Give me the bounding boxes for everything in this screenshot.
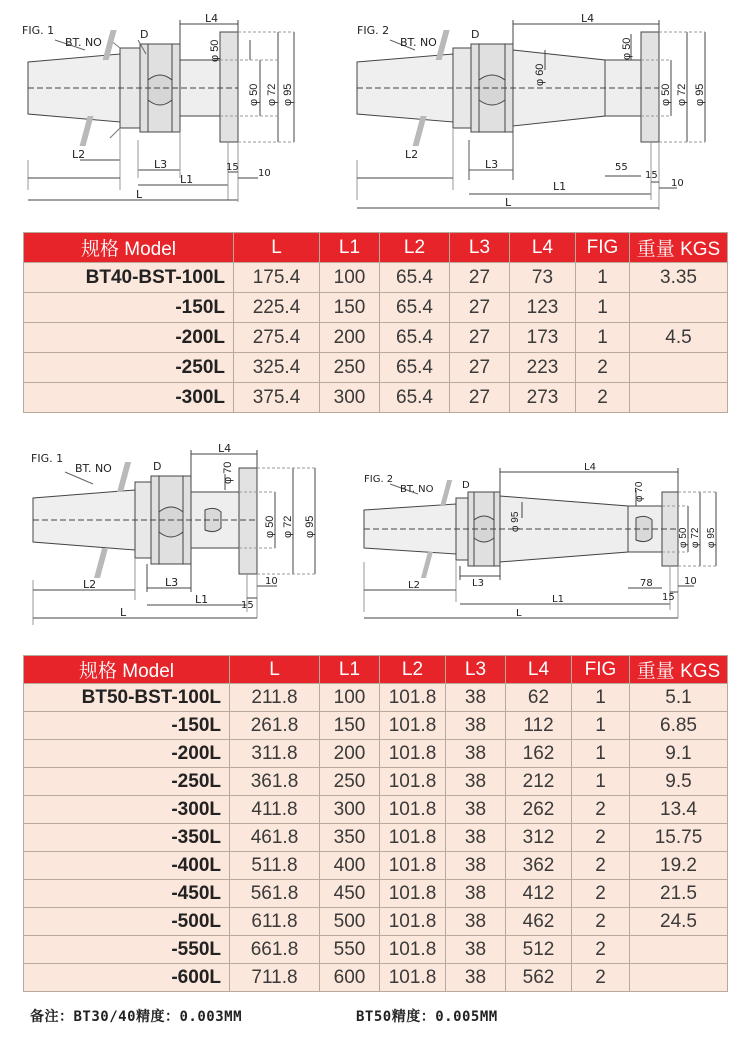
cell-l2: 101.8 (380, 824, 446, 852)
cell-model: -250L (24, 768, 230, 796)
cell-model: -550L (24, 936, 230, 964)
cell-l1: 450 (320, 880, 380, 908)
header-l2: L2 (380, 233, 450, 263)
dim-15-label: 15 (645, 170, 658, 181)
l2-label: L2 (72, 148, 86, 161)
phi95-label: φ 95 (694, 83, 706, 106)
cell-weight: 9.1 (630, 740, 728, 768)
header-l1: L1 (320, 656, 380, 684)
cell-l1: 550 (320, 936, 380, 964)
cell-model: -300L (24, 383, 234, 413)
drawing-top-fig2-svg (355, 10, 725, 215)
cell-l1: 500 (320, 908, 380, 936)
cell-model: -400L (24, 852, 230, 880)
table-row (24, 796, 728, 824)
header-l3: L3 (446, 656, 506, 684)
l4-label: L4 (205, 12, 219, 25)
cell-l2: 101.8 (380, 908, 446, 936)
cell-l2: 65.4 (380, 383, 450, 413)
cell-l2: 101.8 (380, 852, 446, 880)
cell-l1: 150 (320, 293, 380, 323)
note-bt3040: BT30/40精度：0.003MM (73, 1009, 243, 1025)
spec-table-bt50 (23, 655, 728, 992)
cell-fig: 2 (572, 880, 630, 908)
cell-weight: 6.85 (630, 712, 728, 740)
header-l2: L2 (380, 656, 446, 684)
phi70-label: φ 70 (634, 481, 645, 502)
cell-l4: 562 (506, 964, 572, 992)
bt-no-label: BT. NO (400, 484, 434, 495)
l-label: L (516, 608, 522, 619)
header-l1: L1 (320, 233, 380, 263)
header-l4: L4 (510, 233, 576, 263)
l4-label: L4 (218, 442, 232, 455)
phi95-label: φ 95 (304, 515, 316, 538)
header-fig: FIG (572, 656, 630, 684)
table-row (24, 712, 728, 740)
cell-l3: 38 (446, 964, 506, 992)
cell-l3: 38 (446, 824, 506, 852)
l4-label: L4 (581, 12, 595, 25)
l1-label: L1 (552, 594, 564, 605)
header-weight: 重量 KGS (630, 656, 728, 684)
cell-l2: 65.4 (380, 263, 450, 293)
cell-model: BT40-BST-100L (24, 263, 234, 293)
cell-l1: 250 (320, 768, 380, 796)
cell-l4: 223 (510, 353, 576, 383)
cell-l: 275.4 (234, 323, 320, 353)
dim-15-label: 15 (226, 162, 239, 173)
cell-l: 211.8 (230, 684, 320, 712)
header-weight: 重量 KGS (630, 233, 728, 263)
cell-l2: 101.8 (380, 768, 446, 796)
phi72-label: φ 72 (690, 527, 701, 548)
fig-label: FIG. 2 (364, 474, 394, 485)
cell-l4: 162 (506, 740, 572, 768)
cell-model: -500L (24, 908, 230, 936)
cell-l3: 38 (446, 740, 506, 768)
phi95-label: φ 95 (706, 527, 717, 548)
cell-l3: 38 (446, 852, 506, 880)
cell-l4: 112 (506, 712, 572, 740)
d-label: D (153, 460, 162, 473)
table-row (24, 323, 728, 353)
cell-l3: 27 (450, 353, 510, 383)
cell-fig: 2 (572, 908, 630, 936)
table-row (24, 263, 728, 293)
header-l: L (230, 656, 320, 684)
note-label: 备注： (30, 1009, 74, 1025)
cell-weight: 3.35 (630, 263, 728, 293)
cell-weight: 24.5 (630, 908, 728, 936)
cell-l: 411.8 (230, 796, 320, 824)
dim-15-label: 15 (241, 600, 254, 611)
cell-fig: 1 (572, 740, 630, 768)
dim-55-label: 55 (615, 162, 628, 173)
cell-l4: 362 (506, 852, 572, 880)
fig-label: FIG. 2 (357, 24, 390, 37)
phi95-label: φ 95 (282, 83, 294, 106)
cell-l: 375.4 (234, 383, 320, 413)
cell-weight: 5.1 (630, 684, 728, 712)
table-row (24, 824, 728, 852)
cell-l: 511.8 (230, 852, 320, 880)
cell-l2: 101.8 (380, 880, 446, 908)
l3-label: L3 (485, 158, 499, 171)
cell-l2: 65.4 (380, 353, 450, 383)
phi50-label: φ 50 (264, 515, 276, 538)
l-label: L (120, 606, 127, 619)
cell-weight: 15.75 (630, 824, 728, 852)
header-model: 规格 Model (24, 656, 230, 684)
header-fig: FIG (576, 233, 630, 263)
table-row (24, 740, 728, 768)
cell-weight (630, 383, 728, 413)
cell-weight: 21.5 (630, 880, 728, 908)
cell-model: -200L (24, 740, 230, 768)
dim-10-label: 10 (671, 178, 684, 189)
cell-l3: 38 (446, 768, 506, 796)
cell-fig: 1 (572, 768, 630, 796)
cell-l3: 38 (446, 908, 506, 936)
cell-fig: 2 (576, 353, 630, 383)
dim-10-label: 10 (265, 576, 278, 587)
cell-weight: 13.4 (630, 796, 728, 824)
cell-l3: 27 (450, 293, 510, 323)
l1-label: L1 (553, 180, 567, 193)
l2-label: L2 (405, 148, 419, 161)
l3-label: L3 (154, 158, 168, 171)
d-label: D (140, 28, 149, 41)
l2-label: L2 (408, 580, 420, 591)
table-row (24, 936, 728, 964)
drawing-top-fig2 (355, 10, 725, 215)
phi50-top-label: φ 50 (621, 37, 633, 60)
cell-fig: 2 (572, 796, 630, 824)
table-row (24, 684, 728, 712)
cell-l1: 100 (320, 263, 380, 293)
header-model: 规格 Model (24, 233, 234, 263)
cell-model: -200L (24, 323, 234, 353)
l3-label: L3 (165, 576, 179, 589)
cell-l4: 212 (506, 768, 572, 796)
drawing-bot-fig2-svg (360, 462, 730, 632)
header-l: L (234, 233, 320, 263)
cell-l: 661.8 (230, 936, 320, 964)
cell-model: -350L (24, 824, 230, 852)
precision-note-bt50 (356, 1006, 498, 1026)
cell-l1: 200 (320, 740, 380, 768)
table-row (24, 880, 728, 908)
cell-l4: 412 (506, 880, 572, 908)
cell-l4: 462 (506, 908, 572, 936)
cell-l4: 173 (510, 323, 576, 353)
phi50-label: φ 50 (660, 83, 672, 106)
drawing-bot-fig1 (25, 440, 345, 630)
cell-l3: 38 (446, 880, 506, 908)
cell-l1: 250 (320, 353, 380, 383)
fig-label: FIG. 1 (22, 24, 55, 37)
phi50-label: φ 50 (248, 83, 260, 106)
cell-l: 225.4 (234, 293, 320, 323)
cell-l2: 101.8 (380, 684, 446, 712)
cell-l1: 350 (320, 824, 380, 852)
table-row (24, 383, 728, 413)
l-label: L (136, 188, 143, 201)
cell-fig: 1 (576, 263, 630, 293)
cell-weight (630, 353, 728, 383)
cell-l2: 101.8 (380, 964, 446, 992)
cell-l2: 101.8 (380, 712, 446, 740)
cell-l: 325.4 (234, 353, 320, 383)
cell-l: 261.8 (230, 712, 320, 740)
cell-l3: 27 (450, 383, 510, 413)
table-row (24, 908, 728, 936)
cell-model: -150L (24, 712, 230, 740)
cell-l2: 65.4 (380, 323, 450, 353)
drawing-bot-fig2 (360, 462, 730, 632)
l3-label: L3 (472, 578, 484, 589)
cell-weight (630, 964, 728, 992)
phi72-label: φ 72 (676, 83, 688, 106)
cell-l1: 200 (320, 323, 380, 353)
cell-l4: 123 (510, 293, 576, 323)
cell-fig: 1 (572, 684, 630, 712)
cell-l: 361.8 (230, 768, 320, 796)
cell-fig: 1 (576, 293, 630, 323)
table-header-row (24, 656, 728, 684)
drawing-bot-fig1-svg (25, 440, 345, 630)
dim-10-label: 10 (684, 576, 697, 587)
cell-l3: 38 (446, 796, 506, 824)
d-label: D (471, 28, 480, 41)
drawing-top-fig1 (20, 10, 340, 215)
fig-label: FIG. 1 (31, 452, 64, 465)
table-row (24, 852, 728, 880)
cell-weight: 4.5 (630, 323, 728, 353)
cell-l3: 38 (446, 712, 506, 740)
header-l3: L3 (450, 233, 510, 263)
d-label: D (462, 480, 470, 491)
dim-78-label: 78 (640, 578, 653, 589)
cell-l2: 101.8 (380, 936, 446, 964)
cell-l: 175.4 (234, 263, 320, 293)
bt-no-label: BT. NO (75, 462, 112, 475)
note-bt50: BT50精度：0.005MM (356, 1009, 498, 1025)
cell-weight (630, 936, 728, 964)
l2-label: L2 (83, 578, 97, 591)
cell-l1: 300 (320, 383, 380, 413)
cell-l4: 312 (506, 824, 572, 852)
table-row (24, 293, 728, 323)
phi70-label: φ 70 (222, 461, 234, 484)
l1-label: L1 (195, 593, 209, 606)
cell-fig: 1 (572, 712, 630, 740)
cell-l4: 262 (506, 796, 572, 824)
cell-fig: 2 (576, 383, 630, 413)
cell-l: 461.8 (230, 824, 320, 852)
cell-l2: 65.4 (380, 293, 450, 323)
cell-l4: 512 (506, 936, 572, 964)
cell-model: -450L (24, 880, 230, 908)
table-header-row (24, 233, 728, 263)
cell-l4: 73 (510, 263, 576, 293)
cell-l: 561.8 (230, 880, 320, 908)
cell-l1: 400 (320, 852, 380, 880)
precision-note (30, 1006, 242, 1026)
cell-fig: 2 (572, 964, 630, 992)
cell-weight: 9.5 (630, 768, 728, 796)
cell-l3: 38 (446, 684, 506, 712)
cell-model: BT50-BST-100L (24, 684, 230, 712)
dim-10-label: 10 (258, 168, 271, 179)
cell-l: 311.8 (230, 740, 320, 768)
cell-model: -150L (24, 293, 234, 323)
cell-l3: 27 (450, 323, 510, 353)
cell-fig: 2 (572, 824, 630, 852)
table-row (24, 353, 728, 383)
cell-l1: 300 (320, 796, 380, 824)
cell-weight: 19.2 (630, 852, 728, 880)
cell-l2: 101.8 (380, 796, 446, 824)
cell-l: 611.8 (230, 908, 320, 936)
phi95-small-label: φ 95 (510, 511, 521, 532)
drawing-top-fig1-svg (20, 10, 340, 215)
cell-fig: 2 (572, 852, 630, 880)
cell-weight (630, 293, 728, 323)
header-l4: L4 (506, 656, 572, 684)
cell-l3: 27 (450, 263, 510, 293)
table-row (24, 964, 728, 992)
phi50-top-label: φ 50 (209, 39, 221, 62)
l1-label: L1 (180, 173, 194, 186)
cell-l3: 38 (446, 936, 506, 964)
cell-fig: 2 (572, 936, 630, 964)
cell-model: -600L (24, 964, 230, 992)
bt-no-label: BT. NO (400, 36, 437, 49)
cell-l: 711.8 (230, 964, 320, 992)
cell-l4: 62 (506, 684, 572, 712)
phi72-label: φ 72 (282, 515, 294, 538)
cell-model: -300L (24, 796, 230, 824)
cell-l1: 150 (320, 712, 380, 740)
cell-l2: 101.8 (380, 740, 446, 768)
phi72-label: φ 72 (266, 83, 278, 106)
phi60-label: φ 60 (534, 63, 546, 86)
phi50-label: φ 50 (678, 527, 689, 548)
l4-label: L4 (584, 462, 596, 473)
cell-l1: 100 (320, 684, 380, 712)
dim-15-label: 15 (662, 592, 675, 603)
cell-l1: 600 (320, 964, 380, 992)
spec-table-bt40 (23, 232, 728, 413)
bt-no-label: BT. NO (65, 36, 102, 49)
table-row (24, 768, 728, 796)
l-label: L (505, 196, 512, 209)
cell-l4: 273 (510, 383, 576, 413)
cell-fig: 1 (576, 323, 630, 353)
cell-model: -250L (24, 353, 234, 383)
